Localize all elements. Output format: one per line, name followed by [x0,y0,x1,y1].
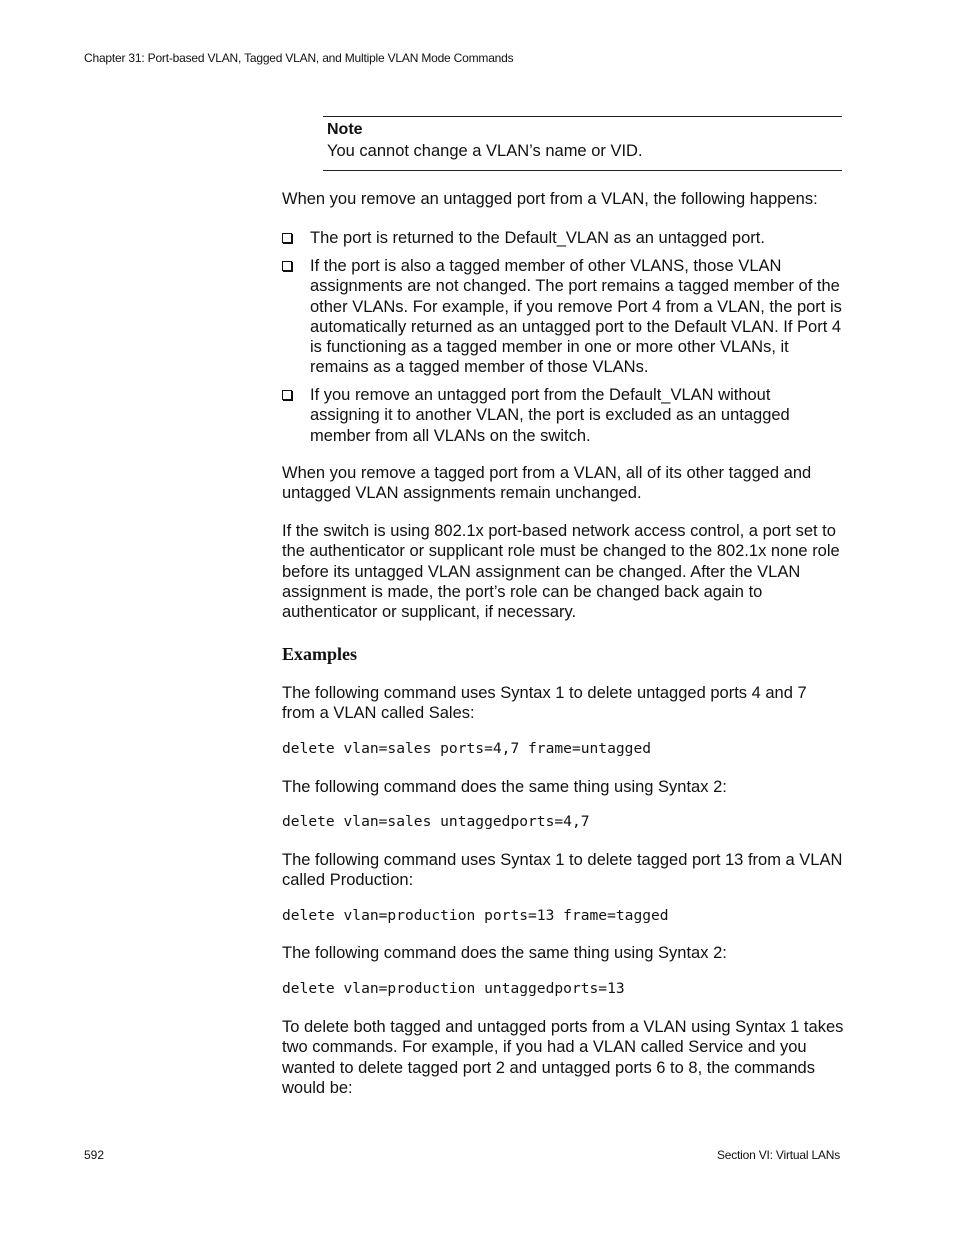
code-example: delete vlan=sales ports=4,7 frame=untagged [282,740,652,757]
dot1x-paragraph: If the switch is using 802.1x port-based network access control, a port set to the authenticator or supplicant role must be changed to the 802.1x none role before its untagged VLAN assignment can be changed. After the VLAN assignment is made, the port’s role can be changed back again to authenticator or supplicant, if necessary. [282,522,840,622]
bullet-text: The port is returned to the Default_VLAN as an untagged port. [310,229,765,247]
example-paragraph: The following command uses Syntax 1 to delete tagged port 13 from a VLAN called Production: [282,851,843,890]
code-example: delete vlan=production untaggedports=13 [282,980,625,997]
code-example: delete vlan=production ports=13 frame=tagged [282,907,669,924]
checkbox-bullet-icon [282,233,292,243]
example-paragraph: The following command does the same thing using Syntax 2: [282,778,727,796]
example-paragraph: The following command does the same thing using Syntax 2: [282,944,727,962]
bullet-text: If the port is also a tagged member of other VLANS, those VLAN assignments are not changed. The port remains a tagged member of the other VLANs. For example, if you remove Port 4 from a VLAN, the port is automatically returned as an untagged port to the Default VLAN. If Port 4 is functioning as a tagged member in one or more other VLANs, it remains as a tagged member of those VLANs. [310,257,842,377]
section-label: Section VI: Virtual LANs [716,1148,840,1162]
note-box [323,116,842,171]
note-text: You cannot change a VLAN’s name or VID. [327,142,643,160]
bullet-text: If you remove an untagged port from the Default_VLAN without assigning it to another VLAN, the port is excluded as an untagged member from all VLANs on the switch. [310,386,790,445]
intro-paragraph: When you remove an untagged port from a VLAN, the following happens: [282,190,818,208]
code-example: delete vlan=sales untaggedports=4,7 [282,813,590,830]
examples-heading: Examples [282,644,358,664]
checkbox-bullet-icon [282,390,292,400]
running-header: Chapter 31: Port-based VLAN, Tagged VLAN, and Multiple VLAN Mode Commands [84,51,514,65]
note-title: Note [327,121,363,138]
page-number: 592 [84,1148,105,1162]
tagged-paragraph: When you remove a tagged port from a VLAN, all of its other tagged and untagged VLAN assignments remain unchanged. [282,464,812,503]
example-paragraph: The following command uses Syntax 1 to delete untagged ports 4 and 7 from a VLAN called Sales: [282,684,807,723]
checkbox-bullet-icon [282,261,292,271]
example-paragraph: To delete both tagged and untagged ports from a VLAN using Syntax 1 takes two commands. For example, if you had a VLAN called Service and you wanted to delete tagged port 2 and untagged ports 6 to 8, the commands would be: [282,1018,844,1097]
